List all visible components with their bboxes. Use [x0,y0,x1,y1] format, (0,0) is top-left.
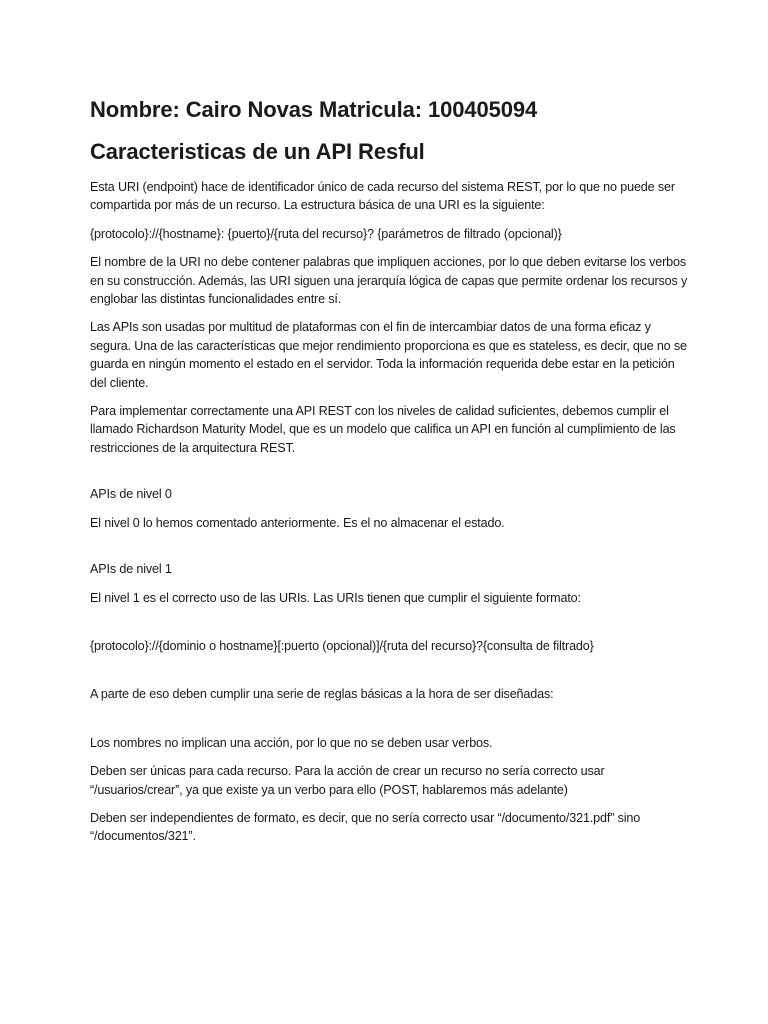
rule-format-independent: Deben ser independientes de formato, es decir, que no sería correcto usar “/documento/321.pdf” sino “/documentos/321”. [90,810,641,844]
level1-text: El nivel 1 es el correcto uso de las URIs. Las URIs tienen que cumplir el siguiente formato: [90,590,581,605]
paragraph-uri-intro: Esta URI (endpoint) hace de identificador único de cada recurso del sistema REST, por lo que no puede ser compartida por más de un recurso. La estructura básica de una URI es la siguiente: [90,180,675,213]
document-page [90,96,690,856]
uri-format: {protocolo}://{dominio o hostname}[:puerto (opcional)]/{ruta del recurso}?{consulta de filtrado} [90,638,594,653]
rule-unique: Deben ser únicas para cada recurso. Para la acción de crear un recurso no sería correcto usar “/usuarios/crear”, ya que existe ya un verbo para ello (POST, hablaremos más adelante) [90,764,605,797]
paragraph-richardson: Para implementar correctamente una API REST con los niveles de calidad suficientes, debemos cumplir el llamado Richardson Maturity Model, que es un modelo que califica un API en función al cumplimiento de las restricciones de la arquitectura REST. [90,404,676,455]
level0-heading: APIs de nivel 0 [90,487,172,502]
paragraph-uri-naming: El nombre de la URI no debe contener palabras que impliquen acciones, por lo que deben evitarse los verbos en su construcción. Además, las URI siguen una jerarquía lógica de capas que permite ordenar los recursos y englobar las distintas funcionalidades entre sí. [90,255,688,307]
level1-heading: APIs de nivel 1 [90,562,172,577]
student-name-line: Nombre: Cairo Novas Matricula: 100405094 [90,97,538,122]
document-title: Caracteristicas de un API Resful [90,139,425,164]
rule-no-verbs: Los nombres no implican una acción, por lo que no se deben usar verbos. [90,735,493,750]
paragraph-stateless: Las APIs son usadas por multitud de plataformas con el fin de intercambiar datos de una forma eficaz y segura. Una de las características que mejor rendimiento proporciona es que es stateless, es decir, que no se guarda en ningún momento el estado en el servidor. Toda la información requerida debe estar en la petición del cliente. [90,320,687,390]
paragraph-uri-structure: {protocolo}://{hostname}: {puerto}/{ruta del recurso}? {parámetros de filtrado (opcional)} [90,226,562,241]
rules-intro: A parte de eso deben cumplir una serie de reglas básicas a la hora de ser diseñadas: [90,687,554,702]
level0-text: El nivel 0 lo hemos comentado anteriormente. Es el no almacenar el estado. [90,515,505,530]
